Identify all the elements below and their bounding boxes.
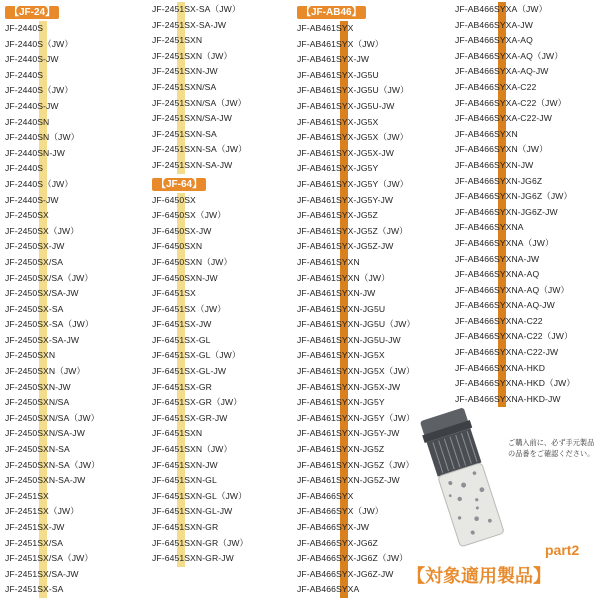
product-code: JF-2450SX-SA（JW） <box>5 319 94 330</box>
product-code: JF-AB466SYXNA-AQ <box>455 269 540 280</box>
list-jf24 <box>5 21 145 598</box>
product-item <box>5 520 145 536</box>
product-code: JF-6451SXN-GR <box>152 522 219 532</box>
product-item <box>297 239 447 255</box>
product-code: JF-6451SXN-GR（JW） <box>152 537 249 548</box>
product-code: JF-2451SXN/SA-JW <box>152 113 232 124</box>
product-item <box>152 333 292 349</box>
part-label: part2 <box>545 542 580 558</box>
product-code: JF-AB466SYXNA <box>455 222 524 233</box>
product-item <box>152 473 292 489</box>
product-code: JF-6451SXN-JW <box>152 459 218 470</box>
product-code: JF-AB466SYX-JW <box>297 522 370 532</box>
product-code: JF-AB461SYXN-JG5U-JW <box>297 334 401 345</box>
product-item <box>455 111 600 127</box>
product-item <box>5 442 145 458</box>
list-jfab46-cont <box>455 2 600 407</box>
product-item <box>455 127 600 143</box>
product-code: JF-6450SXN-JW <box>152 272 218 283</box>
product-code: JF-2451SXN-JW <box>152 66 218 77</box>
product-item <box>5 348 145 364</box>
product-item <box>152 458 292 474</box>
product-item <box>152 551 292 567</box>
product-item <box>5 536 145 552</box>
product-item <box>152 255 292 271</box>
group-header-jfab46: 【JF-AB46】 <box>297 6 366 19</box>
product-code: JF-AB461SYXN-JG5X <box>297 350 385 361</box>
product-item <box>152 426 292 442</box>
product-code: JF-AB466SYXNA-HKD-JW <box>455 393 561 404</box>
product-code: JF-6451SX-GL-JW <box>152 366 227 377</box>
product-item <box>152 111 292 127</box>
product-item <box>5 52 145 68</box>
product-item <box>5 99 145 115</box>
product-code: JF-2450SX-SA-JW <box>5 334 80 345</box>
product-code: JF-2450SX/SA（JW） <box>5 272 94 283</box>
product-code: JF-AB461SYX-JG5X（JW） <box>297 132 409 143</box>
product-item <box>152 224 292 240</box>
product-item <box>152 127 292 143</box>
product-item <box>297 317 447 333</box>
product-code: JF-AB466SYXNA-JW <box>455 253 540 264</box>
product-code: JF-6451SX-GL（JW） <box>152 350 241 361</box>
product-code: JF-AB466SYXA-JW <box>455 19 533 30</box>
product-code: JF-AB466SYXA-C22（JW） <box>455 97 567 108</box>
product-code: JF-AB461SYXN-JG5Z（JW） <box>297 459 415 470</box>
product-code: JF-AB466SYXNA-C22 <box>455 315 543 326</box>
product-item <box>152 380 292 396</box>
product-item <box>5 208 145 224</box>
product-item <box>152 64 292 80</box>
product-item <box>152 158 292 174</box>
product-item <box>455 298 600 314</box>
product-item <box>455 142 600 158</box>
product-item <box>152 411 292 427</box>
product-code: JF-2440SN（JW） <box>5 132 80 143</box>
product-item <box>5 255 145 271</box>
product-item <box>455 267 600 283</box>
product-code: JF-AB461SYX-JG5Z-JW <box>297 241 394 252</box>
product-code: JF-AB466SYXNA-C22-JW <box>455 347 559 358</box>
product-item <box>455 252 600 268</box>
product-item <box>297 177 447 193</box>
product-code: JF-6451SXN-GL（JW） <box>152 490 247 501</box>
product-code: JF-AB461SYX-JG5Y（JW） <box>297 178 409 189</box>
product-code: JF-2451SXN-SA-JW <box>152 159 233 170</box>
product-code: JF-AB466SYXN-JG6Z <box>455 175 543 186</box>
product-item <box>297 115 447 131</box>
product-code: JF-AB466SYXNA-AQ（JW） <box>455 284 570 295</box>
product-item <box>297 255 447 271</box>
product-code: JF-2451SX/SA（JW） <box>5 553 94 564</box>
product-item <box>455 49 600 65</box>
product-code: JF-AB461SYX-JG5Z <box>297 210 378 221</box>
product-code: JF-6451SX-GR <box>152 381 212 392</box>
product-code: JF-6451SXN <box>152 428 203 439</box>
product-item <box>297 193 447 209</box>
product-code: JF-2440S <box>5 163 44 174</box>
product-code: JF-AB461SYX-JG5Z（JW） <box>297 225 408 236</box>
product-item <box>455 64 600 80</box>
product-code: JF-2451SX-JW <box>5 522 65 532</box>
product-code: JF-2451SX <box>5 490 49 501</box>
product-item <box>152 317 292 333</box>
product-item <box>152 96 292 112</box>
product-code: JF-2450SX/SA-JW <box>5 288 79 299</box>
product-item <box>455 376 600 392</box>
product-code: JF-AB466SYXN-JG6Z（JW） <box>455 191 573 202</box>
product-code: JF-AB466SYXA <box>297 584 360 595</box>
product-item <box>455 33 600 49</box>
product-code: JF-6450SX-JW <box>152 225 212 236</box>
product-item <box>5 177 145 193</box>
product-item <box>297 302 447 318</box>
product-item <box>297 271 447 287</box>
product-item <box>5 68 145 84</box>
product-item <box>455 283 600 299</box>
product-item <box>297 52 447 68</box>
product-code: JF-AB461SYX-JG5Y-JW <box>297 194 394 205</box>
product-item <box>152 142 292 158</box>
product-item <box>297 224 447 240</box>
product-item <box>5 21 145 37</box>
product-code: JF-6451SXN（JW） <box>152 444 233 455</box>
product-item <box>455 96 600 112</box>
product-item <box>5 364 145 380</box>
product-item <box>5 83 145 99</box>
product-item <box>5 567 145 583</box>
product-code: JF-AB461SYXN-JG5X-JW <box>297 381 401 392</box>
product-code: JF-AB461SYX-JG5U <box>297 69 379 80</box>
product-item <box>455 189 600 205</box>
product-item <box>5 380 145 396</box>
product-code: JF-6450SX <box>152 194 196 205</box>
product-item <box>152 208 292 224</box>
product-item <box>5 115 145 131</box>
product-code: JF-AB466SYXA-AQ-JW <box>455 66 549 77</box>
product-code: JF-6451SXN-GL <box>152 475 217 486</box>
product-item <box>297 21 447 37</box>
product-item <box>5 130 145 146</box>
product-item <box>297 146 447 162</box>
product-code: JF-2450SX-SA <box>5 303 64 314</box>
product-item <box>5 193 145 209</box>
product-code: JF-AB466SYXNA（JW） <box>455 237 554 248</box>
product-code: JF-2451SXN（JW） <box>152 50 233 61</box>
product-code: JF-6451SX（JW） <box>152 303 226 314</box>
product-item <box>152 302 292 318</box>
product-code: JF-2440S-JW <box>5 54 59 65</box>
product-item <box>152 520 292 536</box>
product-code: JF-2440S（JW） <box>5 38 74 49</box>
product-code: JF-AB466SYXA（JW） <box>455 4 548 14</box>
product-code: JF-6451SX-JW <box>152 319 212 330</box>
product-code: JF-AB466SYXN-JW <box>455 159 534 170</box>
product-code: JF-AB466SYXN（JW） <box>455 144 548 155</box>
product-item <box>297 83 447 99</box>
product-item <box>152 18 292 34</box>
product-item <box>152 395 292 411</box>
group-header-jf64: 【JF-64】 <box>152 178 206 191</box>
product-item <box>455 361 600 377</box>
product-item <box>297 208 447 224</box>
product-code: JF-AB466SYXA-C22 <box>455 81 537 92</box>
product-item <box>152 489 292 505</box>
product-item <box>455 205 600 221</box>
product-code: JF-2440S（JW） <box>5 85 74 96</box>
product-item <box>455 220 600 236</box>
product-item <box>455 345 600 361</box>
product-code: JF-6451SX-GR（JW） <box>152 397 242 408</box>
product-item <box>455 174 600 190</box>
product-code: JF-2450SXN-SA（JW） <box>5 459 100 470</box>
product-item <box>297 37 447 53</box>
product-code: JF-2440S <box>5 69 44 80</box>
product-code: JF-AB461SYX-JG5X-JW <box>297 147 394 158</box>
product-item <box>152 442 292 458</box>
product-code: JF-AB466SYXA-AQ（JW） <box>455 50 563 61</box>
product-code: JF-AB461SYX-JG5X <box>297 116 379 127</box>
page-title: 【対象適用製品】 <box>407 566 551 586</box>
product-item <box>152 504 292 520</box>
product-code: JF-2451SX-SA <box>5 584 64 595</box>
product-item <box>152 348 292 364</box>
product-code: JF-AB461SYXN-JG5Z-JW <box>297 475 400 486</box>
product-item <box>455 158 600 174</box>
product-item <box>152 536 292 552</box>
product-code: JF-AB466SYXN <box>455 128 518 139</box>
group-header-jf24: 【JF-24】 <box>5 6 59 19</box>
confirm-note: ご購入前に、必ず手元製品の品番をご確認ください。 <box>508 438 595 458</box>
product-code: JF-AB461SYX-JG5Y <box>297 163 379 174</box>
list-jf24-cont <box>152 2 292 174</box>
product-item <box>297 68 447 84</box>
product-item <box>5 458 145 474</box>
product-item <box>5 473 145 489</box>
list-jf64 <box>152 193 292 567</box>
product-item <box>297 380 447 396</box>
product-code: JF-2450SX/SA <box>5 256 64 267</box>
product-code: JF-2440S-JW <box>5 100 59 111</box>
product-item <box>297 161 447 177</box>
product-item <box>455 236 600 252</box>
product-code: JF-AB461SYXN-JG5U（JW） <box>297 319 416 330</box>
product-code: JF-AB466SYX <box>297 490 354 501</box>
product-item <box>5 551 145 567</box>
product-item <box>5 239 145 255</box>
product-item <box>152 33 292 49</box>
product-code: JF-6451SX-GL <box>152 334 211 345</box>
product-code: JF-2451SXN/SA <box>152 81 217 92</box>
product-code: JF-AB466SYXA-C22-JW <box>455 113 552 124</box>
product-code: JF-AB466SYX-JG6Z <box>297 537 378 548</box>
product-code: JF-AB461SYXN-JG5U <box>297 303 386 314</box>
product-item <box>297 130 447 146</box>
product-item <box>5 504 145 520</box>
product-code: JF-AB466SYX-JG6Z（JW） <box>297 553 408 564</box>
product-item <box>297 348 447 364</box>
product-item <box>5 333 145 349</box>
product-code: JF-AB466SYXNA-AQ-JW <box>455 300 555 311</box>
product-code: JF-6450SXN <box>152 241 203 252</box>
product-code: JF-2450SXN-SA-JW <box>5 475 86 486</box>
product-item <box>455 80 600 96</box>
product-item <box>152 364 292 380</box>
product-item <box>5 411 145 427</box>
product-code: JF-2450SX（JW） <box>5 225 79 236</box>
product-code: JF-2440S <box>5 23 44 33</box>
product-item <box>5 317 145 333</box>
product-code: JF-2450SXN/SA-JW <box>5 428 85 439</box>
product-code: JF-AB466SYXA-AQ <box>455 35 533 46</box>
product-item <box>5 426 145 442</box>
product-code: JF-2451SX-SA-JW <box>152 19 227 30</box>
product-code: JF-2440S-JW <box>5 194 59 205</box>
product-item <box>152 2 292 18</box>
product-code: JF-2451SX/SA-JW <box>5 568 79 579</box>
product-item <box>5 489 145 505</box>
product-code: JF-AB461SYX（JW） <box>297 38 384 49</box>
product-code: JF-2451SX-SA（JW） <box>152 4 241 14</box>
product-item <box>5 37 145 53</box>
product-code: JF-2450SX-JW <box>5 241 65 252</box>
product-code: JF-2450SXN-JW <box>5 381 71 392</box>
column-1 <box>5 2 145 598</box>
product-code: JF-6451SXN-GR-JW <box>152 553 234 564</box>
product-item <box>297 99 447 115</box>
product-item <box>297 286 447 302</box>
product-code: JF-AB466SYX（JW） <box>297 506 384 517</box>
product-code: JF-AB461SYXN-JG5Y <box>297 397 385 408</box>
product-item <box>5 161 145 177</box>
product-code: JF-2450SX <box>5 210 49 221</box>
product-code: JF-2451SXN/SA（JW） <box>152 97 247 108</box>
product-code: JF-2450SXN/SA（JW） <box>5 412 100 423</box>
product-item <box>5 224 145 240</box>
product-item <box>5 302 145 318</box>
product-item <box>5 395 145 411</box>
product-code: JF-2440SN <box>5 116 50 127</box>
product-code: JF-2450SXN（JW） <box>5 366 86 377</box>
product-code: JF-AB461SYXN <box>297 256 360 267</box>
product-item <box>152 286 292 302</box>
product-code: JF-6451SX <box>152 288 196 299</box>
product-code: JF-AB461SYX-JG5U（JW） <box>297 85 409 96</box>
product-code: JF-6451SXN-GL-JW <box>152 506 233 517</box>
product-code: JF-AB461SYXN-JW <box>297 288 376 299</box>
product-code: JF-AB466SYXN-JG6Z-JW <box>455 206 558 217</box>
product-code: JF-6451SX-GR-JW <box>152 412 228 423</box>
product-item <box>5 271 145 287</box>
column-4 <box>455 2 600 407</box>
product-code: JF-AB466SYXNA-HKD <box>455 362 546 373</box>
product-code: JF-AB461SYXN-JG5Z <box>297 444 385 455</box>
product-item <box>455 18 600 34</box>
product-code: JF-6450SXN（JW） <box>152 256 233 267</box>
product-item <box>152 80 292 96</box>
product-code: JF-AB461SYX-JW <box>297 54 370 65</box>
product-item <box>152 239 292 255</box>
filter-cartridge-image <box>418 405 508 555</box>
product-item <box>455 314 600 330</box>
product-code: JF-2450SXN-SA <box>5 444 70 455</box>
column-2 <box>152 2 292 567</box>
product-code: JF-AB461SYXN-JG5Y（JW） <box>297 412 415 423</box>
product-item <box>152 271 292 287</box>
product-item <box>455 2 600 18</box>
product-code: JF-AB461SYX <box>297 23 354 33</box>
product-code: JF-AB461SYXN-JG5X（JW） <box>297 366 415 377</box>
product-item <box>297 364 447 380</box>
product-code: JF-2450SXN <box>5 350 56 361</box>
product-code: JF-AB466SYXNA-HKD（JW） <box>455 378 576 389</box>
product-code: JF-2440S（JW） <box>5 178 74 189</box>
product-code: JF-2451SX（JW） <box>5 506 79 517</box>
product-code: JF-2440SN-JW <box>5 147 65 158</box>
product-item <box>5 582 145 598</box>
product-item <box>152 49 292 65</box>
product-code: JF-AB466SYX-JG6Z-JW <box>297 568 394 579</box>
product-code: JF-6450SX（JW） <box>152 210 226 221</box>
product-item <box>455 329 600 345</box>
product-item <box>297 333 447 349</box>
product-code: JF-2451SX/SA <box>5 537 64 548</box>
product-code: JF-AB466SYXNA-C22（JW） <box>455 331 573 342</box>
product-item <box>152 193 292 209</box>
product-code: JF-AB461SYXN（JW） <box>297 272 390 283</box>
product-code: JF-2450SXN/SA <box>5 397 70 408</box>
product-item <box>5 146 145 162</box>
product-code: JF-2451SXN-SA（JW） <box>152 144 247 155</box>
product-code: JF-2451SXN <box>152 35 203 46</box>
product-code: JF-AB461SYXN-JG5Y-JW <box>297 428 400 439</box>
product-code: JF-2451SXN-SA <box>152 128 217 139</box>
product-item <box>5 286 145 302</box>
product-code: JF-AB461SYX-JG5U-JW <box>297 100 395 111</box>
